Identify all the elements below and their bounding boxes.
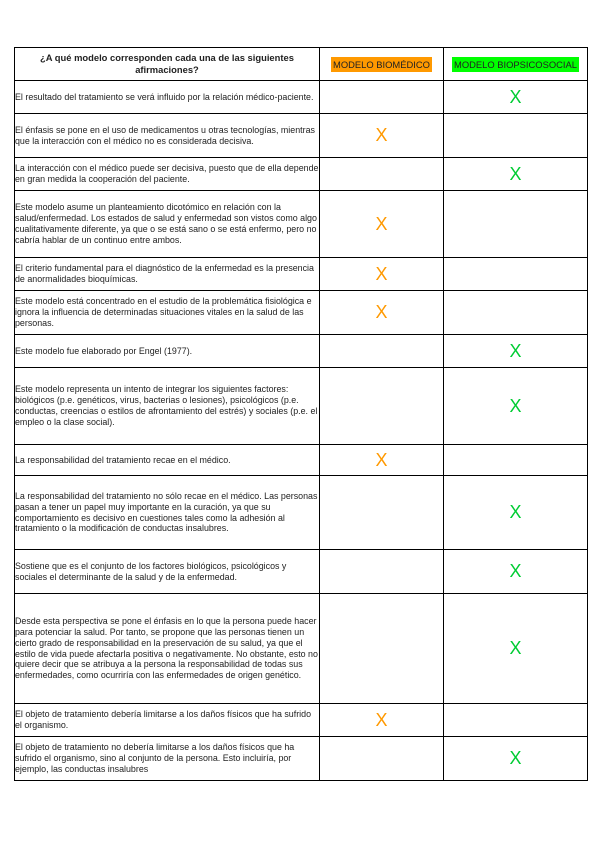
- biopsicosocial-mark: [444, 291, 588, 335]
- biopsicosocial-header-cell: [444, 48, 588, 81]
- biomedico-header-cell: [320, 48, 444, 81]
- table-row: [15, 737, 588, 781]
- biopsicosocial-mark: [444, 114, 588, 158]
- biomedico-header: MODELO BIOMÉDICO: [333, 58, 430, 70]
- biomedico-mark: [320, 81, 444, 114]
- statement-text: La responsabilidad del tratamiento recae en el médico.: [15, 445, 320, 476]
- biopsicosocial-header: MODELO BIOPSICOSOCIAL: [454, 58, 577, 70]
- statement-text: El objeto de tratamiento debería limitarse a los daños físicos que ha sufrido el organismo.: [15, 704, 320, 737]
- statement-text: El resultado del tratamiento se verá influido por la relación médico-paciente.: [15, 81, 320, 114]
- biomedico-mark: X: [320, 445, 444, 476]
- biopsicosocial-mark: X: [444, 368, 588, 445]
- statement-text: La interacción con el médico puede ser decisiva, puesto que de ella depende en gran medida la cooperación del paciente.: [15, 158, 320, 191]
- biomedico-mark: X: [320, 191, 444, 258]
- table-row: [15, 594, 588, 704]
- biomedico-mark: [320, 550, 444, 594]
- table-row: [15, 158, 588, 191]
- table-row: [15, 550, 588, 594]
- biopsicosocial-mark: X: [444, 158, 588, 191]
- biopsicosocial-mark: X: [444, 335, 588, 368]
- biomedico-mark: [320, 335, 444, 368]
- biopsicosocial-mark: [444, 445, 588, 476]
- biopsicosocial-mark: X: [444, 476, 588, 550]
- table-row: [15, 258, 588, 291]
- table-row: [15, 191, 588, 258]
- biopsicosocial-mark: X: [444, 81, 588, 114]
- biomedico-mark: X: [320, 114, 444, 158]
- biopsicosocial-mark: [444, 704, 588, 737]
- biomedico-mark: [320, 737, 444, 781]
- statement-text: Este modelo está concentrado en el estudio de la problemática fisiológica e ignora la influencia de determinadas situaciones vitales en la salud de las personas.: [15, 291, 320, 335]
- biomedico-mark: X: [320, 291, 444, 335]
- question-header: ¿A qué modelo corresponden cada una de las siguientes afirmaciones?: [15, 48, 320, 81]
- statement-text: La responsabilidad del tratamiento no sólo recae en el médico. Las personas pasan a tener un papel muy importante en la curación, ya que su comportamiento es decisivo en cuestiones tales como la adhesión al tratamiento o la modificación de conductas insalubres.: [15, 476, 320, 550]
- header-row: [15, 48, 588, 81]
- statement-text: Este modelo fue elaborado por Engel (1977).: [15, 335, 320, 368]
- biomedico-mark: [320, 368, 444, 445]
- biomedico-mark: [320, 594, 444, 704]
- statement-text: Desde esta perspectiva se pone el énfasis en lo que la persona puede hacer para potenciar la salud. Por tanto, se propone que las personas tienen un cierto grado de responsabilidad en la preservación de su salud, ya que el estilo de vida puede afectarla positiva o negativamente. No obstante, esto no quiere decir que se atribuya a la persona la responsabilidad de todas sus enfermedades, como ocurriría con las enfermedades de origen genético.: [15, 594, 320, 704]
- table-row: [15, 81, 588, 114]
- table-row: [15, 476, 588, 550]
- biopsicosocial-mark: X: [444, 550, 588, 594]
- statement-text: El criterio fundamental para el diagnóstico de la enfermedad es la presencia de anormalidades bioquímicas.: [15, 258, 320, 291]
- biomedico-mark: X: [320, 704, 444, 737]
- classification-table: [14, 47, 588, 781]
- biopsicosocial-mark: X: [444, 737, 588, 781]
- table-row: [15, 335, 588, 368]
- biopsicosocial-mark: [444, 191, 588, 258]
- statement-text: Este modelo asume un planteamiento dicotómico en relación con la salud/enfermedad. Los estados de salud y enfermedad son vistos como algo cualitativamente diferente, ya que o se está sano o se está enfermo, pero no cabría hablar de un continuo entre ambos.: [15, 191, 320, 258]
- table-row: [15, 368, 588, 445]
- statement-text: Sostiene que es el conjunto de los factores biológicos, psicológicos y sociales el determinante de la salud y de la enfermedad.: [15, 550, 320, 594]
- biopsicosocial-mark: [444, 258, 588, 291]
- table-row: [15, 704, 588, 737]
- statement-text: Este modelo representa un intento de integrar los siguientes factores: biológicos (p.e. genéticos, virus, bacterias o lesiones), psicológicos (p.e. conductas, creencias o estilos de afrontamiento del estrés) y sociales (p.e. el empleo o la clase social).: [15, 368, 320, 445]
- biomedico-mark: X: [320, 258, 444, 291]
- table-row: [15, 114, 588, 158]
- statement-text: El objeto de tratamiento no debería limitarse a los daños físicos que ha sufrido el organismo, sino al conjunto de la persona. Esto incluiría, por ejemplo, las conductas insalubres: [15, 737, 320, 781]
- table-row: [15, 291, 588, 335]
- biomedico-mark: [320, 158, 444, 191]
- biopsicosocial-mark: X: [444, 594, 588, 704]
- table-row: [15, 445, 588, 476]
- statement-text: El énfasis se pone en el uso de medicamentos u otras tecnologías, mientras que la interacción con el médico no es considerada decisiva.: [15, 114, 320, 158]
- biomedico-mark: [320, 476, 444, 550]
